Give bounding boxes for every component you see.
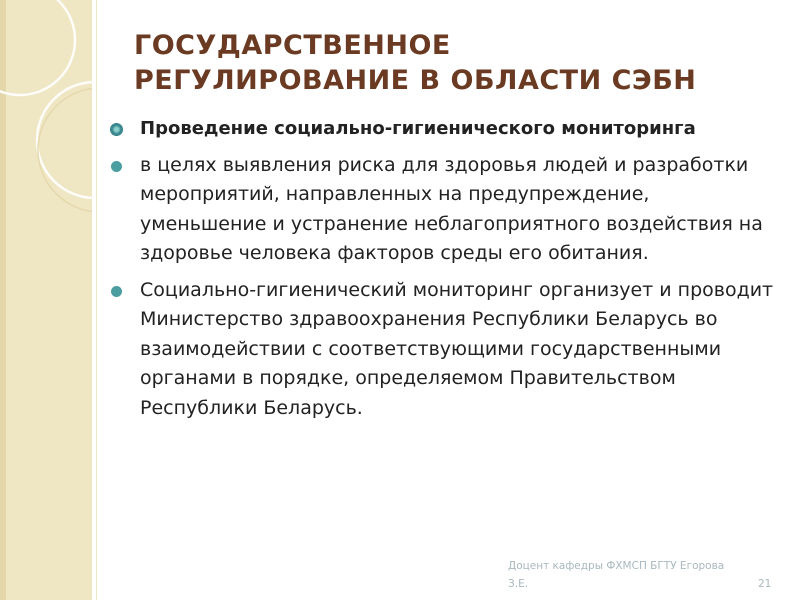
decorative-sidebar bbox=[0, 0, 92, 600]
bullet-marker-icon bbox=[111, 286, 122, 297]
bullet-text: в целях выявления риска для здоровья людей и разработки мероприятий, направленных на предупреждение, уменьшение и устранение неблагоприятного воздействия на здоровье человека факторов среды его обитания. bbox=[140, 153, 763, 264]
bullet-item bbox=[110, 114, 780, 144]
slide-title-line-2: РЕГУЛИРОВАНИЕ В ОБЛАСТИ СЭБН bbox=[134, 65, 697, 96]
bullet-marker-icon bbox=[111, 124, 122, 135]
sidebar-divider bbox=[96, 0, 97, 600]
bullet-text: Проведение социально-гигиенического мониторинга bbox=[140, 118, 696, 139]
bullet-item bbox=[110, 151, 780, 269]
page-number: 21 bbox=[758, 578, 772, 590]
footer-author-line-1: Доцент кафедры ФХМСП БГТУ Егорова bbox=[508, 560, 725, 572]
bullet-marker-icon bbox=[111, 161, 122, 172]
bullet-list bbox=[110, 114, 780, 430]
bullet-text: Социально-гигиенический мониторинг организует и проводит Министерство здравоохранения Республики Беларусь во взаимодействии с соответствующими государственными органами в порядке, определяемом Правительством Республики Беларусь. bbox=[140, 278, 774, 419]
bullet-item bbox=[110, 276, 780, 424]
footer-author-line-2: З.Е. bbox=[508, 578, 529, 590]
decorative-circles-icon bbox=[0, 0, 92, 600]
slide-footer bbox=[508, 557, 778, 593]
slide-title-line-1: ГОСУДАРСТВЕННОЕ bbox=[134, 30, 451, 61]
slide-title bbox=[134, 28, 774, 98]
